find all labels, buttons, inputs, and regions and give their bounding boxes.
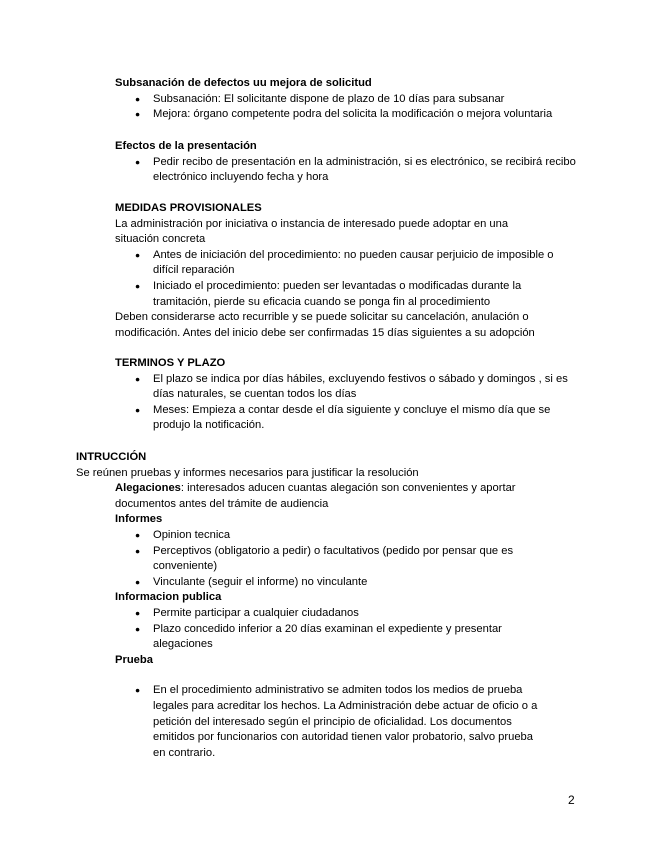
list-item: ● El plazo se indica por días hábiles, excluyendo festivos o sábado y domingos , si es días naturales, se cuentan todos los días xyxy=(115,372,585,403)
section-heading: MEDIDAS PROVISIONALES xyxy=(115,202,262,214)
list-item: ● Antes de iniciación del procedimiento: no pueden causar perjuicio de imposible o difícil reparación xyxy=(115,248,580,279)
list-item: ● Iniciado el procedimiento: pueden ser levantadas o modificadas durante la tramitación, pierde su eficacia cuando se ponga fin al procedimiento xyxy=(115,279,580,310)
section-efectos xyxy=(115,139,585,186)
subsection-heading: Informacion publica xyxy=(115,591,222,604)
alegaciones-text: : interesados aducen cuantas alegación son convenientes y aportar documentos antes del trámite de audiencia xyxy=(115,482,516,510)
list-item: ● Vinculante (seguir el informe) no vinculante xyxy=(115,575,545,591)
bullet-list xyxy=(115,606,545,653)
bullet-list xyxy=(115,372,585,434)
bullet-list xyxy=(115,528,545,590)
instruccion-body xyxy=(76,481,545,761)
list-item: ● Perceptivos (obligatorio a pedir) o facultativos (pedido por pensar que es conveniente) xyxy=(115,544,545,575)
section-heading: INTRUCCIÓN xyxy=(76,451,147,463)
list-item: ● Subsanación: El solicitante dispone de plazo de 10 días para subsanar xyxy=(115,92,585,108)
list-item: ● Pedir recibo de presentación en la administración, si es electrónico, se recibirá recibo electrónico incluyendo fecha y hora xyxy=(115,155,585,186)
section-outro: Deben considerarse acto recurrible y se puede solicitar su cancelación, anulación o modificación. Antes del inicio debe ser confirmadas 15 días siguientes a su adopción xyxy=(115,311,535,339)
section-intro: La administración por iniciativa o instancia de interesado puede adoptar en una situación concreta xyxy=(115,217,509,246)
section-heading: Subsanación de defectos uu mejora de solicitud xyxy=(115,77,372,89)
section-instruccion xyxy=(76,450,576,761)
bullet-list xyxy=(115,683,545,761)
list-item: ● Mejora: órgano competente podra del solicita la modificación o mejora voluntaria xyxy=(115,107,585,123)
alegaciones-label: Alegaciones xyxy=(115,482,181,495)
list-item: ● Permite participar a cualquier ciudadanos xyxy=(115,606,545,622)
section-heading: Efectos de la presentación xyxy=(115,140,257,152)
list-item: ● Plazo concedido inferior a 20 días examinan el expediente y presentar alegaciones xyxy=(115,622,545,653)
section-subsanacion xyxy=(115,76,585,123)
section-terminos xyxy=(115,356,585,434)
list-item: ● Meses: Empieza a contar desde el día siguiente y concluye el mismo día que se produjo la notificación. xyxy=(115,403,585,434)
subsection-heading: Informes xyxy=(115,513,163,526)
bullet-list xyxy=(115,248,580,310)
bullet-list xyxy=(115,155,585,186)
section-heading: TERMINOS Y PLAZO xyxy=(115,357,226,369)
section-medidas xyxy=(115,201,580,341)
page-number: 2 xyxy=(568,793,575,807)
list-item: ● Opinion tecnica xyxy=(115,528,545,544)
subsection-heading: Prueba xyxy=(115,653,153,666)
list-item: ● En el procedimiento administrativo se admiten todos los medios de prueba legales para acreditar los hechos. La Administración debe actuar de oficio o a petición del interesado según el principio de oficialidad. Los documentos emitidos por funcionarios con autoridad tienen valor probatorio, salvo prueba en contrario. xyxy=(115,683,545,761)
bullet-list xyxy=(115,92,585,123)
alegaciones-paragraph xyxy=(115,481,545,512)
section-intro: Se reúnen pruebas y informes necesarios para justificar la resolución xyxy=(76,466,419,479)
